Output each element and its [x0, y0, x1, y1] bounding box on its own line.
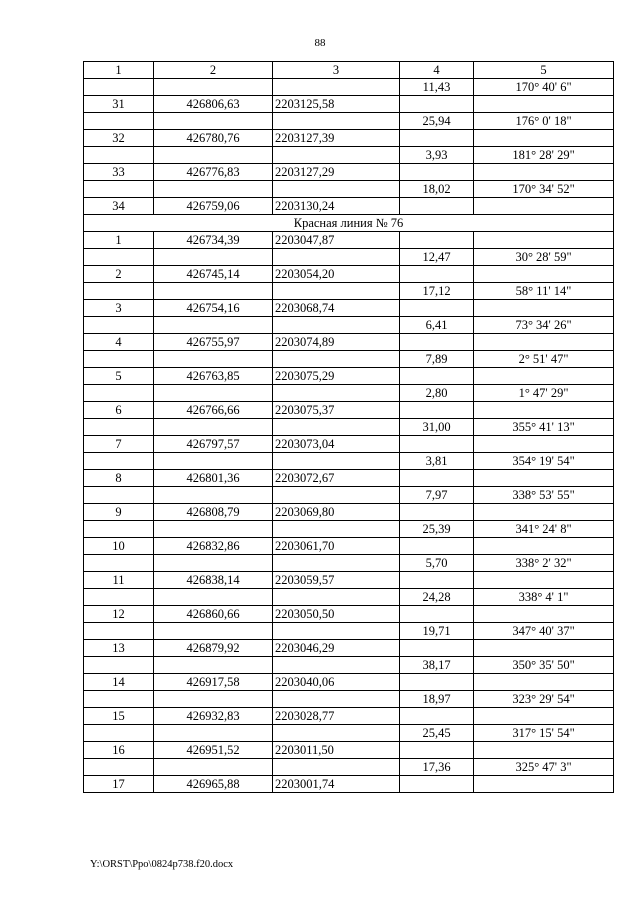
direction-angle-cell — [474, 776, 614, 793]
x-coordinate-cell — [154, 249, 273, 266]
direction-angle-cell — [474, 368, 614, 385]
length-cell — [400, 266, 474, 283]
length-cell: 18,02 — [400, 181, 474, 198]
direction-angle-cell — [474, 164, 614, 181]
direction-angle-cell — [474, 674, 614, 691]
x-coordinate-cell: 426808,79 — [154, 504, 273, 521]
table-row — [84, 368, 614, 385]
table-row — [84, 674, 614, 691]
direction-angle-cell — [474, 504, 614, 521]
section-title: Красная линия № 76 — [84, 215, 614, 232]
y-coordinate-cell: 2203075,37 — [273, 402, 400, 419]
x-coordinate-cell — [154, 385, 273, 402]
length-cell — [400, 708, 474, 725]
length-cell — [400, 402, 474, 419]
direction-angle-cell — [474, 198, 614, 215]
table-row — [84, 776, 614, 793]
length-cell — [400, 96, 474, 113]
point-number-cell: 8 — [84, 470, 154, 487]
point-number-cell — [84, 487, 154, 504]
direction-angle-cell — [474, 232, 614, 249]
y-coordinate-cell — [273, 453, 400, 470]
length-cell — [400, 572, 474, 589]
point-number-cell: 9 — [84, 504, 154, 521]
point-number-cell: 7 — [84, 436, 154, 453]
table-row — [84, 555, 614, 572]
y-coordinate-cell: 2203046,29 — [273, 640, 400, 657]
direction-angle-cell: 325° 47' 3" — [474, 759, 614, 776]
table-row — [84, 164, 614, 181]
point-number-cell: 13 — [84, 640, 154, 657]
x-coordinate-cell — [154, 283, 273, 300]
x-coordinate-cell — [154, 317, 273, 334]
direction-angle-cell: 354° 19' 54" — [474, 453, 614, 470]
x-coordinate-cell: 426776,83 — [154, 164, 273, 181]
point-number-cell — [84, 691, 154, 708]
direction-angle-cell: 338° 4' 1" — [474, 589, 614, 606]
y-coordinate-cell: 2203072,67 — [273, 470, 400, 487]
direction-angle-cell: 30° 28' 59" — [474, 249, 614, 266]
x-coordinate-cell — [154, 623, 273, 640]
point-number-cell: 15 — [84, 708, 154, 725]
length-cell: 17,36 — [400, 759, 474, 776]
direction-angle-cell — [474, 572, 614, 589]
length-cell: 7,97 — [400, 487, 474, 504]
direction-angle-cell — [474, 640, 614, 657]
footer-file-path: Y:\ORST\Ppo\0824p738.f20.docx — [90, 859, 234, 870]
x-coordinate-cell: 426754,16 — [154, 300, 273, 317]
point-number-cell — [84, 351, 154, 368]
point-number-cell — [84, 317, 154, 334]
page-number: 88 — [314, 37, 326, 49]
point-number-cell: 31 — [84, 96, 154, 113]
point-number-cell: 4 — [84, 334, 154, 351]
x-coordinate-cell — [154, 521, 273, 538]
point-number-cell — [84, 181, 154, 198]
length-cell — [400, 334, 474, 351]
length-cell — [400, 674, 474, 691]
x-coordinate-cell — [154, 147, 273, 164]
point-number-cell — [84, 453, 154, 470]
x-coordinate-cell: 426965,88 — [154, 776, 273, 793]
y-coordinate-cell — [273, 113, 400, 130]
direction-angle-cell: 341° 24' 8" — [474, 521, 614, 538]
y-coordinate-cell: 2203054,20 — [273, 266, 400, 283]
y-coordinate-cell: 2203068,74 — [273, 300, 400, 317]
direction-angle-cell — [474, 402, 614, 419]
x-coordinate-cell — [154, 487, 273, 504]
length-cell — [400, 436, 474, 453]
length-cell: 25,94 — [400, 113, 474, 130]
direction-angle-cell: 170° 40' 6" — [474, 79, 614, 96]
header-cell-5: 5 — [474, 62, 614, 79]
table-row — [84, 351, 614, 368]
direction-angle-cell — [474, 742, 614, 759]
y-coordinate-cell — [273, 249, 400, 266]
length-cell: 6,41 — [400, 317, 474, 334]
table-row — [84, 266, 614, 283]
y-coordinate-cell — [273, 657, 400, 674]
point-number-cell: 2 — [84, 266, 154, 283]
direction-angle-cell — [474, 96, 614, 113]
length-cell — [400, 300, 474, 317]
x-coordinate-cell — [154, 691, 273, 708]
length-cell: 18,97 — [400, 691, 474, 708]
length-cell — [400, 640, 474, 657]
point-number-cell: 10 — [84, 538, 154, 555]
direction-angle-cell: 350° 35' 50" — [474, 657, 614, 674]
point-number-cell — [84, 657, 154, 674]
table-row — [84, 572, 614, 589]
length-cell: 3,93 — [400, 147, 474, 164]
point-number-cell: 5 — [84, 368, 154, 385]
table-row — [84, 742, 614, 759]
x-coordinate-cell — [154, 351, 273, 368]
direction-angle-cell: 2° 51' 47" — [474, 351, 614, 368]
direction-angle-cell: 338° 2' 32" — [474, 555, 614, 572]
table-row — [84, 691, 614, 708]
direction-angle-cell: 323° 29' 54" — [474, 691, 614, 708]
length-cell — [400, 776, 474, 793]
y-coordinate-cell: 2203127,29 — [273, 164, 400, 181]
table-row — [84, 725, 614, 742]
length-cell — [400, 470, 474, 487]
direction-angle-cell: 58° 11' 14" — [474, 283, 614, 300]
table-row — [84, 181, 614, 198]
direction-angle-cell: 73° 34' 26" — [474, 317, 614, 334]
table-row — [84, 504, 614, 521]
length-cell — [400, 130, 474, 147]
x-coordinate-cell: 426759,06 — [154, 198, 273, 215]
length-cell: 7,89 — [400, 351, 474, 368]
y-coordinate-cell: 2203011,50 — [273, 742, 400, 759]
direction-angle-cell — [474, 300, 614, 317]
point-number-cell: 34 — [84, 198, 154, 215]
length-cell: 17,12 — [400, 283, 474, 300]
direction-angle-cell — [474, 130, 614, 147]
length-cell: 19,71 — [400, 623, 474, 640]
x-coordinate-cell: 426745,14 — [154, 266, 273, 283]
direction-angle-cell — [474, 538, 614, 555]
x-coordinate-cell — [154, 589, 273, 606]
table-row — [84, 113, 614, 130]
y-coordinate-cell: 2203001,74 — [273, 776, 400, 793]
point-number-cell: 16 — [84, 742, 154, 759]
y-coordinate-cell: 2203074,89 — [273, 334, 400, 351]
y-coordinate-cell: 2203075,29 — [273, 368, 400, 385]
y-coordinate-cell — [273, 419, 400, 436]
table-row — [84, 385, 614, 402]
x-coordinate-cell: 426780,76 — [154, 130, 273, 147]
x-coordinate-cell: 426932,83 — [154, 708, 273, 725]
table-row — [84, 96, 614, 113]
direction-angle-cell — [474, 470, 614, 487]
table-row — [84, 606, 614, 623]
y-coordinate-cell — [273, 725, 400, 742]
length-cell: 24,28 — [400, 589, 474, 606]
table-row — [84, 436, 614, 453]
x-coordinate-cell: 426917,58 — [154, 674, 273, 691]
length-cell — [400, 368, 474, 385]
x-coordinate-cell — [154, 181, 273, 198]
y-coordinate-cell — [273, 317, 400, 334]
header-cell-3: 3 — [273, 62, 400, 79]
table-row — [84, 538, 614, 555]
length-cell: 11,43 — [400, 79, 474, 96]
table-row — [84, 232, 614, 249]
table-row — [84, 79, 614, 96]
point-number-cell: 6 — [84, 402, 154, 419]
length-cell — [400, 504, 474, 521]
table-row — [84, 640, 614, 657]
header-cell-4: 4 — [400, 62, 474, 79]
y-coordinate-cell — [273, 147, 400, 164]
x-coordinate-cell — [154, 419, 273, 436]
point-number-cell — [84, 419, 154, 436]
point-number-cell — [84, 147, 154, 164]
point-number-cell — [84, 79, 154, 96]
y-coordinate-cell — [273, 79, 400, 96]
length-cell — [400, 606, 474, 623]
y-coordinate-cell — [273, 283, 400, 300]
x-coordinate-cell: 426755,97 — [154, 334, 273, 351]
direction-angle-cell: 176° 0' 18" — [474, 113, 614, 130]
length-cell: 5,70 — [400, 555, 474, 572]
y-coordinate-cell — [273, 691, 400, 708]
point-number-cell — [84, 113, 154, 130]
point-number-cell — [84, 249, 154, 266]
length-cell: 31,00 — [400, 419, 474, 436]
x-coordinate-cell — [154, 759, 273, 776]
y-coordinate-cell: 2203125,58 — [273, 96, 400, 113]
direction-angle-cell: 355° 41' 13" — [474, 419, 614, 436]
section-header-row — [84, 215, 614, 232]
y-coordinate-cell: 2203047,87 — [273, 232, 400, 249]
direction-angle-cell: 338° 53' 55" — [474, 487, 614, 504]
direction-angle-cell: 1° 47' 29" — [474, 385, 614, 402]
length-cell: 12,47 — [400, 249, 474, 266]
y-coordinate-cell — [273, 521, 400, 538]
point-number-cell: 32 — [84, 130, 154, 147]
y-coordinate-cell: 2203130,24 — [273, 198, 400, 215]
x-coordinate-cell — [154, 113, 273, 130]
y-coordinate-cell: 2203127,39 — [273, 130, 400, 147]
direction-angle-cell: 181° 28' 29" — [474, 147, 614, 164]
y-coordinate-cell — [273, 623, 400, 640]
point-number-cell: 33 — [84, 164, 154, 181]
point-number-cell — [84, 521, 154, 538]
table-header-row — [84, 62, 614, 79]
x-coordinate-cell: 426801,36 — [154, 470, 273, 487]
direction-angle-cell: 170° 34' 52" — [474, 181, 614, 198]
x-coordinate-cell: 426734,39 — [154, 232, 273, 249]
length-cell: 25,39 — [400, 521, 474, 538]
table-row — [84, 198, 614, 215]
point-number-cell — [84, 725, 154, 742]
table-row — [84, 623, 614, 640]
table-row — [84, 283, 614, 300]
y-coordinate-cell: 2203069,80 — [273, 504, 400, 521]
x-coordinate-cell — [154, 725, 273, 742]
table-row — [84, 453, 614, 470]
x-coordinate-cell: 426838,14 — [154, 572, 273, 589]
y-coordinate-cell — [273, 181, 400, 198]
point-number-cell: 3 — [84, 300, 154, 317]
x-coordinate-cell: 426832,86 — [154, 538, 273, 555]
x-coordinate-cell — [154, 453, 273, 470]
table-row — [84, 657, 614, 674]
x-coordinate-cell: 426806,63 — [154, 96, 273, 113]
table-row — [84, 317, 614, 334]
x-coordinate-cell — [154, 79, 273, 96]
length-cell: 2,80 — [400, 385, 474, 402]
length-cell — [400, 164, 474, 181]
x-coordinate-cell: 426766,66 — [154, 402, 273, 419]
length-cell — [400, 538, 474, 555]
y-coordinate-cell — [273, 351, 400, 368]
direction-angle-cell — [474, 606, 614, 623]
point-number-cell: 12 — [84, 606, 154, 623]
header-cell-1: 1 — [84, 62, 154, 79]
length-cell — [400, 232, 474, 249]
point-number-cell — [84, 589, 154, 606]
y-coordinate-cell — [273, 589, 400, 606]
table-row — [84, 589, 614, 606]
y-coordinate-cell — [273, 759, 400, 776]
table-row — [84, 402, 614, 419]
x-coordinate-cell — [154, 555, 273, 572]
length-cell — [400, 198, 474, 215]
x-coordinate-cell: 426860,66 — [154, 606, 273, 623]
point-number-cell — [84, 555, 154, 572]
y-coordinate-cell: 2203059,57 — [273, 572, 400, 589]
table-row — [84, 708, 614, 725]
x-coordinate-cell: 426763,85 — [154, 368, 273, 385]
coordinates-table — [83, 61, 614, 793]
table-row — [84, 487, 614, 504]
header-cell-2: 2 — [154, 62, 273, 79]
coordinates-table-body — [84, 62, 614, 793]
table-row — [84, 300, 614, 317]
table-row — [84, 470, 614, 487]
y-coordinate-cell — [273, 487, 400, 504]
y-coordinate-cell: 2203028,77 — [273, 708, 400, 725]
table-row — [84, 419, 614, 436]
x-coordinate-cell — [154, 657, 273, 674]
table-row — [84, 521, 614, 538]
y-coordinate-cell — [273, 555, 400, 572]
y-coordinate-cell: 2203061,70 — [273, 538, 400, 555]
direction-angle-cell — [474, 436, 614, 453]
length-cell: 38,17 — [400, 657, 474, 674]
direction-angle-cell: 317° 15' 54" — [474, 725, 614, 742]
point-number-cell: 1 — [84, 232, 154, 249]
table-row — [84, 759, 614, 776]
table-row — [84, 334, 614, 351]
y-coordinate-cell: 2203050,50 — [273, 606, 400, 623]
table-row — [84, 147, 614, 164]
point-number-cell: 14 — [84, 674, 154, 691]
length-cell: 3,81 — [400, 453, 474, 470]
table-row — [84, 130, 614, 147]
point-number-cell — [84, 385, 154, 402]
table-row — [84, 249, 614, 266]
length-cell — [400, 742, 474, 759]
y-coordinate-cell: 2203040,06 — [273, 674, 400, 691]
direction-angle-cell — [474, 266, 614, 283]
point-number-cell — [84, 759, 154, 776]
point-number-cell: 17 — [84, 776, 154, 793]
direction-angle-cell — [474, 334, 614, 351]
x-coordinate-cell: 426951,52 — [154, 742, 273, 759]
y-coordinate-cell: 2203073,04 — [273, 436, 400, 453]
x-coordinate-cell: 426797,57 — [154, 436, 273, 453]
direction-angle-cell — [474, 708, 614, 725]
point-number-cell — [84, 283, 154, 300]
point-number-cell: 11 — [84, 572, 154, 589]
y-coordinate-cell — [273, 385, 400, 402]
point-number-cell — [84, 623, 154, 640]
direction-angle-cell: 347° 40' 37" — [474, 623, 614, 640]
length-cell: 25,45 — [400, 725, 474, 742]
x-coordinate-cell: 426879,92 — [154, 640, 273, 657]
